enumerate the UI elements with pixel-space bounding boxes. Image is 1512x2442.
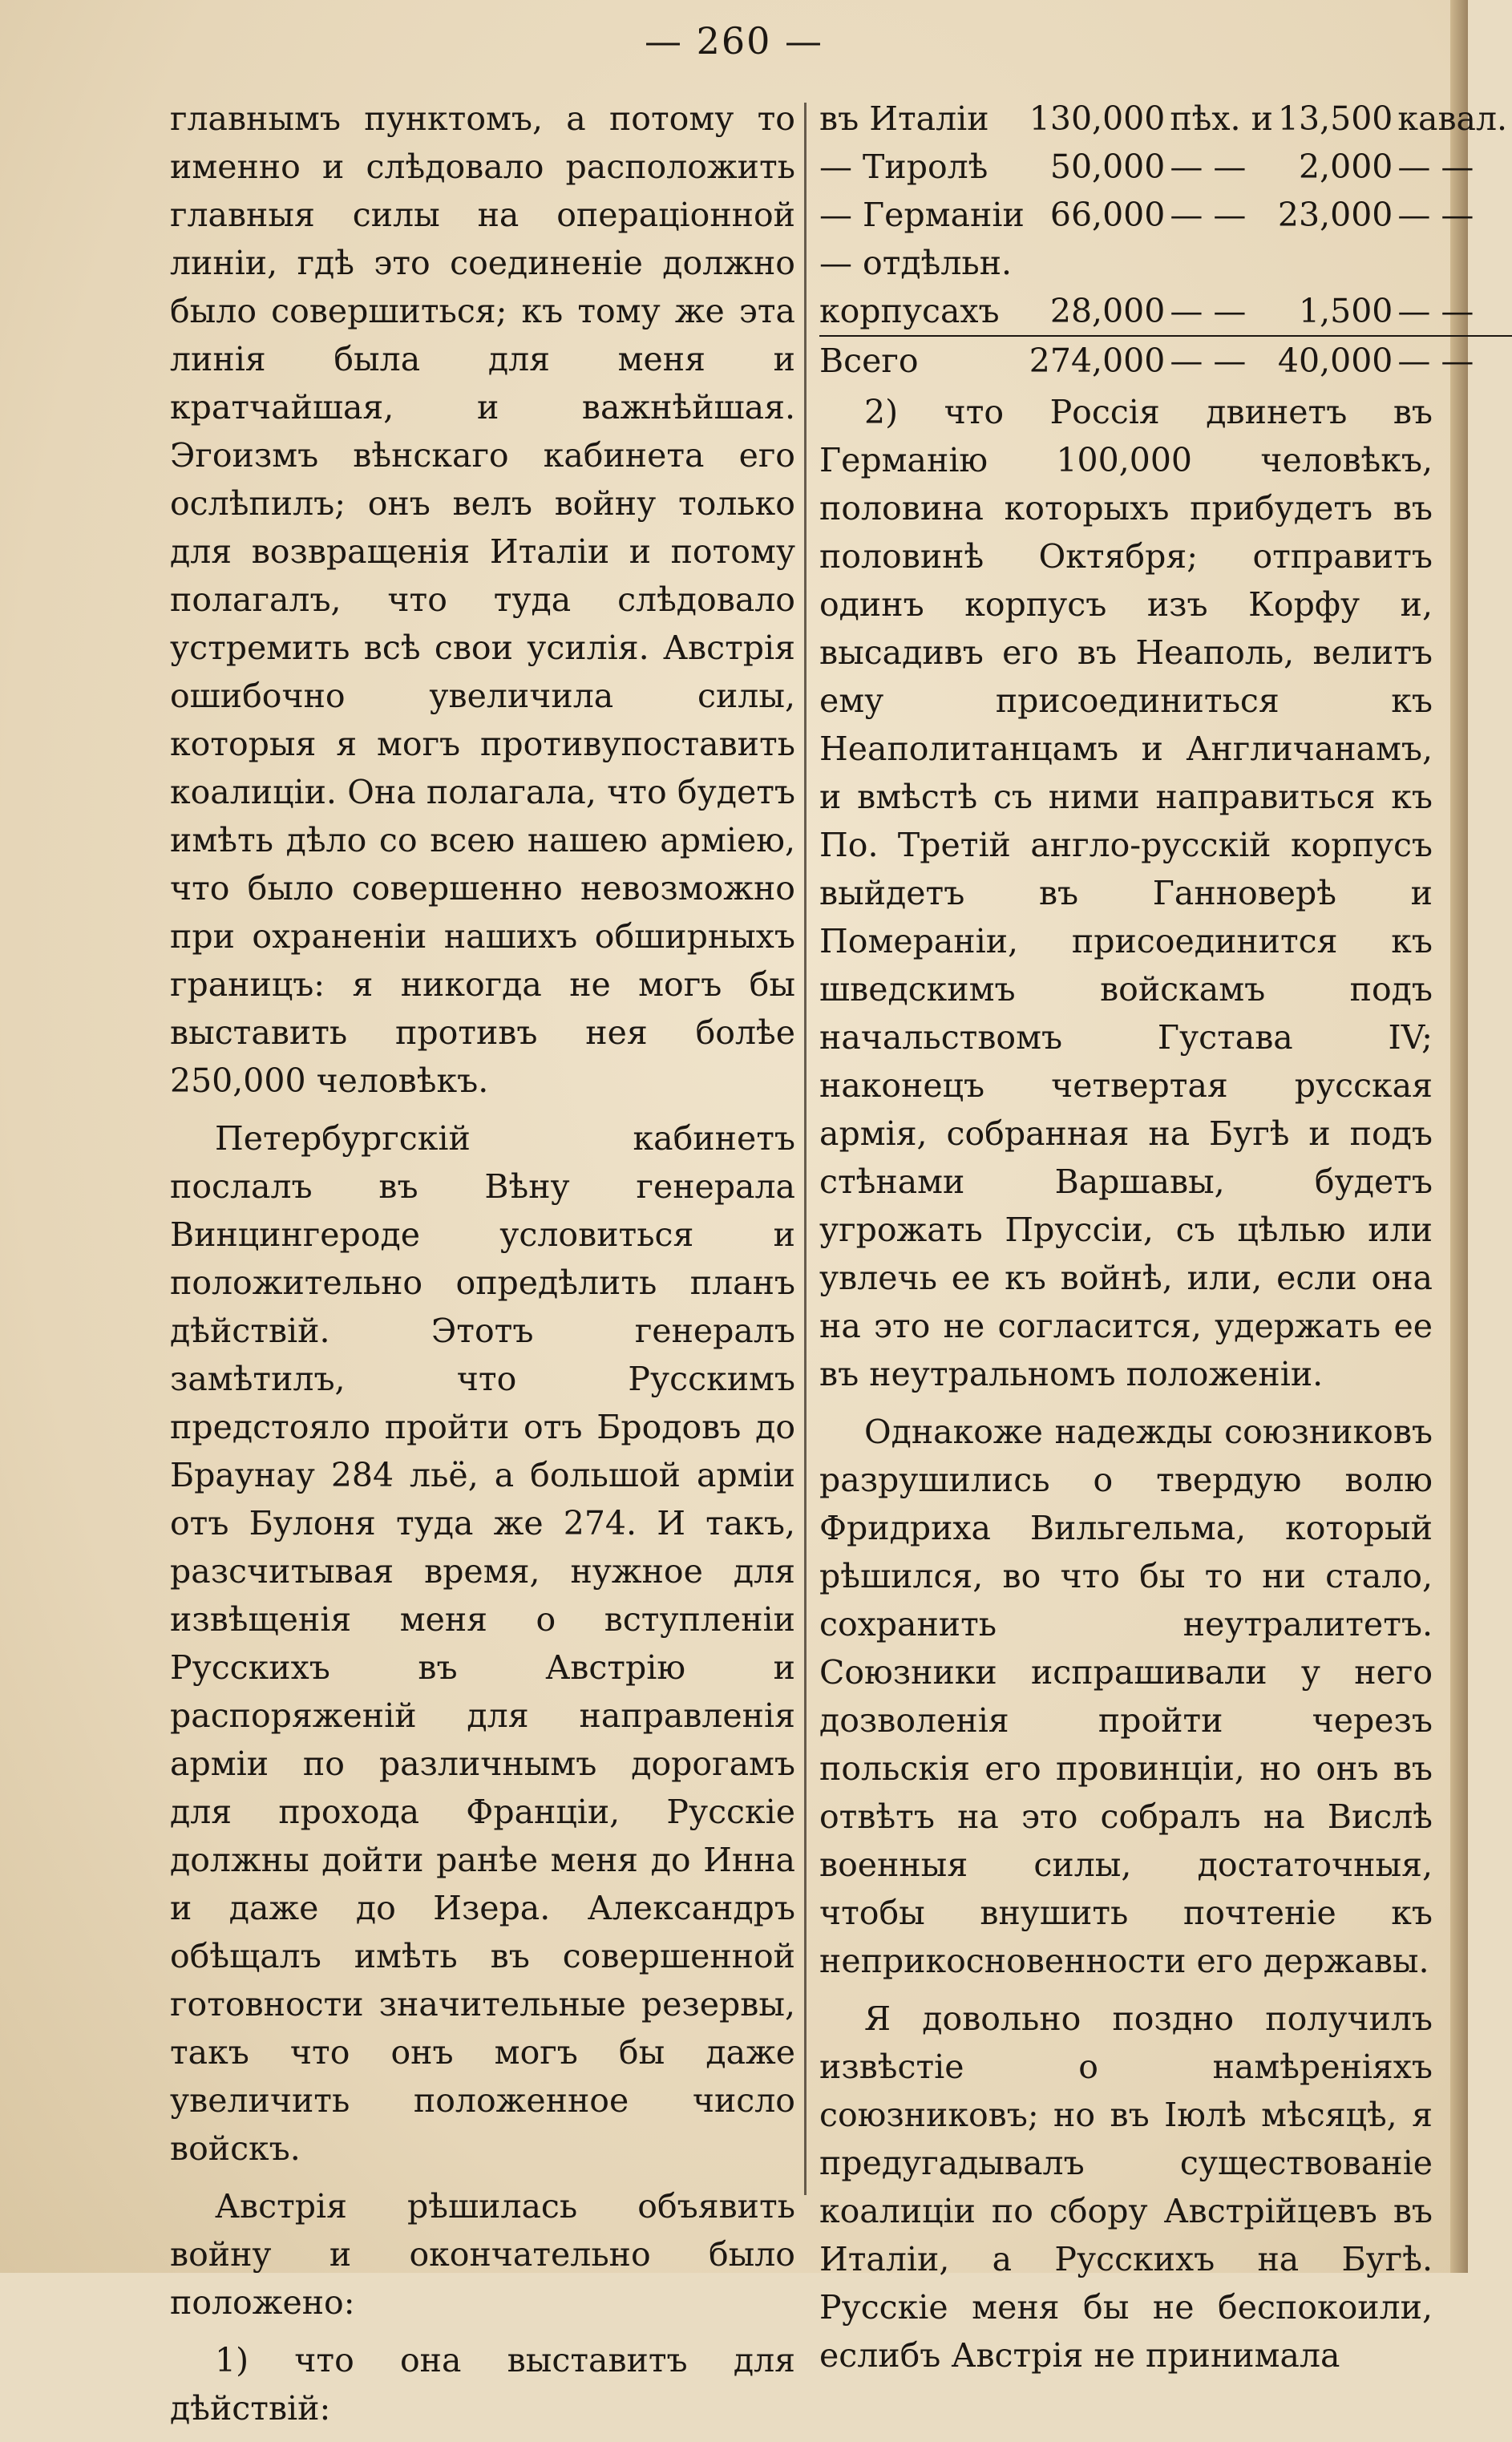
- left-paragraph-2: Петербургскій кабинетъ послалъ въ Вѣну генерала Винцингероде условиться и положительно опредѣлить планъ дѣйствій. Этотъ генералъ замѣтилъ, что Русскимъ предстояло пройти отъ Бродовъ до Браунау 284 льё, а большой арміи отъ Булоня туда же 274. И такъ, разсчитывая время, нужное для извѣщенія меня о вступленіи Русскихъ въ Австрію и распоряженій для направленія арміи по различнымъ дорогамъ для прохода Франціи, Русскіе должны дойти ранѣе меня до Инна и даже до Изера. Александръ обѣщалъ имѣть въ совершенной готовности значительные резервы, такъ что онъ могъ бы даже увеличить положенное число войскъ.: [170, 1119, 795, 2168]
- troops-infantry: 66,000: [1049, 196, 1166, 234]
- troops-unit: — —: [1170, 196, 1247, 234]
- troops-infantry: 130,000: [1029, 99, 1166, 138]
- troops-row: [819, 191, 1512, 239]
- troops-unit: — —: [1397, 292, 1474, 330]
- troops-place: — отдѣльн.: [819, 244, 1013, 282]
- troops-row: [819, 143, 1512, 191]
- troops-infantry: 28,000: [1049, 292, 1166, 330]
- troops-row: [819, 287, 1512, 336]
- troops-row: [819, 239, 1512, 287]
- troops-infantry: [1029, 239, 1170, 287]
- troops-unit: кавал.: [1397, 99, 1508, 138]
- left-paragraph-4: 1) что она выставитъ для дѣйствій:: [170, 2341, 795, 2428]
- troops-place: — Тиролѣ: [819, 148, 988, 186]
- troops-unit: [1397, 239, 1512, 287]
- troops-unit: — —: [1170, 148, 1247, 186]
- right-column: [819, 95, 1508, 2389]
- troops-unit: — —: [1397, 196, 1474, 234]
- troops-total-unit: — —: [1170, 336, 1278, 385]
- troops-cavalry: 13,500: [1277, 99, 1393, 138]
- left-paragraph-1: главнымъ пунктомъ, а потому то именно и слѣдовало расположить главныя силы на операціонной линіи, гдѣ это соединеніе должно было совершиться; къ тому же эта линія была для меня и кратчайшая, и важнѣйшая. Эгоизмъ вѣнскаго кабинета его ослѣпилъ; онъ велъ войну только для возвращенія Италіи и потому полагалъ, что туда слѣдовало устремить всѣ свои усилія. Австрія ошибочно увеличила силы, которыя я могъ противупоставить коалиціи. Она полагала, что будетъ имѣть дѣло со всею нашею арміею, что было совершенно невозможно при охраненіи нашихъ обширныхъ границъ: я никогда не могъ бы выставить противъ нея болѣе 250,000 человѣкъ.: [170, 99, 795, 1100]
- right-paragraph-1: 2) что Россія двинетъ въ Германію 100,000 человѣкъ, половина которыхъ прибудетъ въ половинѣ Октября; отправитъ одинъ корпусъ изъ Корфу и, высадивъ его въ Неаполь, велитъ ему присоединиться къ Неаполитанцамъ и Англичанамъ, и вмѣстѣ съ ними направиться къ По. Третій англо-русскій корпусъ выйдетъ въ Ганноверѣ и Помераніи, присоединится къ шведскимъ войскамъ подъ начальствомъ Густава IV; наконецъ четвертая русская армія, собранная на Бугѣ и подъ стѣнами Варшавы, будетъ угрожать Пруссіи, съ цѣлью или увлечь ее къ войнѣ, или, если она на это не согласится, удержать ее въ неутральномъ положеніи.: [819, 393, 1433, 1393]
- troops-total-row: [819, 336, 1512, 385]
- troops-total-unit: — —: [1397, 336, 1512, 385]
- troops-cavalry: 1,500: [1299, 292, 1393, 330]
- troops-cavalry: [1278, 239, 1397, 287]
- troops-unit: — —: [1397, 148, 1474, 186]
- troops-unit: пѣх. и: [1170, 99, 1273, 138]
- troops-place: корпусахъ: [819, 292, 1000, 330]
- troops-row: [819, 95, 1512, 143]
- troops-table: [819, 95, 1512, 385]
- troops-place: въ Италіи: [819, 99, 989, 138]
- troops-infantry: 50,000: [1049, 148, 1166, 186]
- column-divider: [804, 103, 807, 2195]
- page-number: — 260 —: [644, 19, 824, 63]
- left-column: [170, 95, 795, 2442]
- troops-total-infantry: 274,000: [1029, 336, 1170, 385]
- troops-cavalry: 23,000: [1277, 196, 1393, 234]
- troops-cavalry: 2,000: [1299, 148, 1393, 186]
- left-paragraph-3: Австрія рѣшилась объявить войну и окончательно было положено:: [170, 2187, 795, 2322]
- troops-total-label: Всего: [819, 336, 1029, 385]
- right-paragraph-3: Я довольно поздно получилъ извѣстіе о намѣреніяхъ союзниковъ; но въ Іюлѣ мѣсяцѣ, я предугадывалъ существованіе коалиціи по сбору Австрійцевъ въ Италіи, а Русскихъ на Бугѣ. Русскіе меня бы не беспокоили, еслибъ Австрія не принимала: [819, 1999, 1433, 2375]
- troops-total-cavalry: 40,000: [1278, 336, 1397, 385]
- troops-place: — Германіи: [819, 196, 1025, 234]
- troops-unit: — —: [1170, 292, 1247, 330]
- right-paragraph-2: Однакоже надежды союзниковъ разрушились о твердую волю Фридриха Вильгельма, который рѣшился, во что бы то ни стало, сохранить неутралитетъ. Союзники испрашивали у него дозволенія пройти черезъ польскія его провинціи, но онъ въ отвѣтъ на это собралъ на Вислѣ военныя силы, достаточныя, чтобы внушить почтеніе къ неприкосновенности его державы.: [819, 1413, 1433, 1980]
- troops-unit: [1170, 239, 1278, 287]
